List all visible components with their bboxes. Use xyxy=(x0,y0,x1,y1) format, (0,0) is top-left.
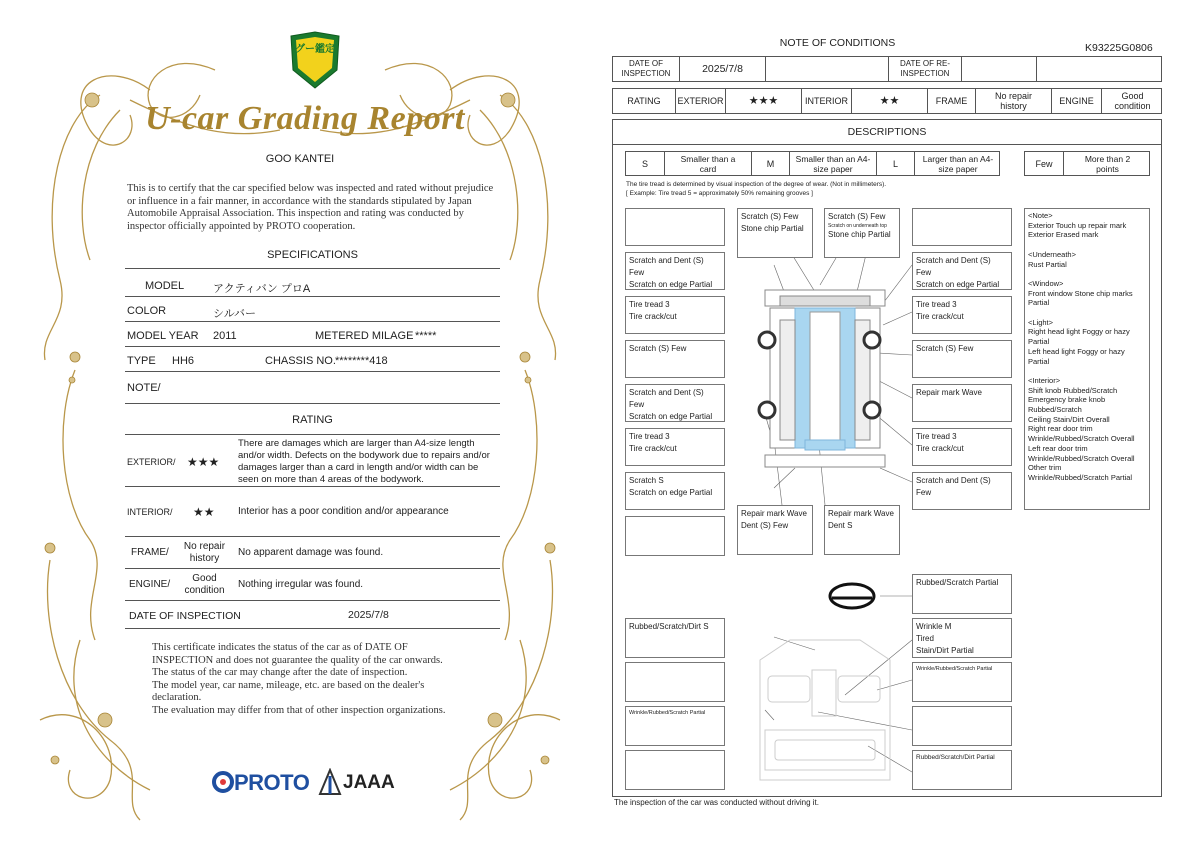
engine-value: Good condition xyxy=(1101,89,1163,113)
interior-stars: ★★ xyxy=(193,505,215,519)
exterior-label: EXTERIOR/ xyxy=(127,457,176,467)
date-value: 2025/7/8 xyxy=(679,57,765,81)
damage-box: Tire tread 3 Tire crack/cut xyxy=(912,296,1012,334)
frame-value: No repair history xyxy=(183,541,226,564)
engine-label: ENGINE/ xyxy=(129,579,171,590)
inspection-date-label: DATE OF INSPECTION xyxy=(129,610,241,622)
specs-heading: SPECIFICATIONS xyxy=(125,249,500,269)
interior-desc: Interior has a poor condition and/or appearance xyxy=(238,506,449,517)
rating-heading: RATING xyxy=(125,414,500,435)
rating-engine-row xyxy=(125,569,500,601)
color-value: シルバー xyxy=(213,308,256,320)
engine-value: Good condition xyxy=(184,573,225,596)
jaaa-logo: JAAA xyxy=(343,772,395,793)
conditions-title: NOTE OF CONDITIONS xyxy=(779,37,896,49)
damage-box: Scratch and Dent (S) Few Scratch on edge Partial xyxy=(912,252,1012,290)
engine-desc: Nothing irregular was found. xyxy=(238,579,364,590)
interior-stars: ★★ xyxy=(851,89,927,113)
note-label: NOTE/ xyxy=(127,382,161,394)
proto-logo-icon xyxy=(212,770,236,796)
damage-box: Scratch S Scratch on edge Partial xyxy=(625,472,725,510)
goo-kantei-badge xyxy=(287,30,343,92)
certificate-footer xyxy=(152,642,482,717)
exterior-label: EXTERIOR xyxy=(675,89,725,113)
rating-interior-row xyxy=(125,487,500,537)
damage-box-empty xyxy=(625,208,725,246)
descriptions-heading: DESCRIPTIONS xyxy=(612,119,1162,145)
footer-line: The status of the car may change after the date of inspection. xyxy=(152,667,408,678)
tread-note-line-1: The tire tread is determined by visual inspection of the degree of wear. (Not in millimeters). xyxy=(626,181,887,188)
date-label: DATE OF INSPECTION xyxy=(621,59,671,78)
damage-box-empty xyxy=(625,750,725,790)
reinspect-label: DATE OF RE-INSPECTION xyxy=(888,57,961,81)
condition-notes: <Note> Exterior Touch up repair mark Exterior Erased mark <Underneath> Rust Partial <Window> Front window Stone chip marks Partial <Light> Right head light Foggy or hazy Partial Left head light Foggy or hazy Partial <Interior> Shift knob Rubbed/Scratch Emergency brake knob Rubbed/Scratch Ceiling Stain/Dirt Overall Right rear door trim Wrinkle/Rubbed/Scratch Overall Left rear door trim Wrinkle/Rubbed/Scratch Overall Other trim Wrinkle/Rubbed/Scratch Partial xyxy=(1024,208,1150,510)
legend-m: M xyxy=(751,152,789,175)
damage-box-empty xyxy=(912,208,1012,246)
steering-wheel-icon xyxy=(830,584,874,608)
spec-note-row xyxy=(125,374,500,404)
spec-color-row xyxy=(125,297,500,322)
mileage-label: METERED MILAGE xyxy=(315,330,414,342)
note-of-conditions-page xyxy=(600,0,1200,848)
damage-box: Scratch (S) Few Stone chip Partial xyxy=(737,208,813,258)
damage-box: Repair mark Wave Dent S xyxy=(824,505,900,555)
damage-box: Scratch and Dent (S) Few Scratch on edge Partial xyxy=(625,384,725,422)
color-label: COLOR xyxy=(127,305,167,317)
interior-label: INTERIOR xyxy=(801,89,851,113)
legend-few: Few xyxy=(1035,158,1053,169)
footer-line: The evaluation may differ from that of other inspection organizations. xyxy=(152,704,446,716)
exterior-desc: There are damages which are larger than A4-size length and/or width. Defects on the bodywork due to repairs and/or damages larger than a card in length and/or width can be seen on more than 4 areas of the bodywork. xyxy=(238,438,490,485)
damage-box: Wrinkle M Tired Stain/Dirt Partial xyxy=(912,618,1012,658)
legend-s: S xyxy=(641,158,648,169)
damage-box: Rubbed/Scratch/Dirt Partial xyxy=(912,750,1012,790)
damage-box: Scratch and Dent (S) Few Scratch on edge Partial xyxy=(625,252,725,290)
type-value: HH6 xyxy=(172,355,195,367)
damage-box: Scratch and Dent (S) Few xyxy=(912,472,1012,510)
mileage-value: ***** xyxy=(415,330,437,342)
rating-exterior-row xyxy=(125,437,500,487)
badge-text: グー鑑定 xyxy=(295,44,335,55)
year-value: 2011 xyxy=(213,330,237,342)
footer-line: INSPECTION and does not guarantee the quality of the car onwards. xyxy=(152,654,443,666)
damage-box-empty xyxy=(912,706,1012,746)
jaaa-logo-icon xyxy=(318,768,342,796)
legend-few-desc: More than 2 points xyxy=(1063,152,1151,175)
year-label: MODEL YEAR xyxy=(127,330,199,342)
footer-line: declaration. xyxy=(152,692,202,703)
exterior-stars: ★★★ xyxy=(187,455,220,469)
chassis-label: CHASSIS NO. xyxy=(265,355,336,367)
chassis-value: ********418 xyxy=(335,355,388,367)
damage-box-line: Stone chip Partial xyxy=(828,230,891,239)
engine-label: ENGINE xyxy=(1051,89,1101,113)
inspection-date-value: 2025/7/8 xyxy=(348,609,389,621)
legend-l-desc: Larger than an A4-size paper xyxy=(914,152,1001,175)
report-title: U-car Grading Report xyxy=(145,100,465,137)
rating-date-row xyxy=(125,601,500,629)
damage-box-line: Scratch on underneath top xyxy=(828,223,887,229)
frame-label: FRAME/ xyxy=(131,547,169,558)
damage-box: Rubbed/Scratch Partial xyxy=(912,574,1012,614)
frame-desc: No apparent damage was found. xyxy=(238,547,384,558)
spec-model-row xyxy=(125,272,500,297)
damage-box: Scratch (S) Few xyxy=(625,340,725,378)
damage-box-empty xyxy=(625,516,725,556)
spec-type-row xyxy=(125,347,500,372)
damage-box: Wrinkle/Rubbed/Scratch Partial xyxy=(625,706,725,746)
damage-box-line: Scratch (S) Few xyxy=(828,212,886,221)
exterior-stars: ★★★ xyxy=(725,89,801,113)
type-label: TYPE xyxy=(127,355,156,367)
damage-box: Wrinkle/Rubbed/Scratch Partial xyxy=(912,662,1012,702)
frame-label: FRAME xyxy=(927,89,975,113)
legend-l: L xyxy=(876,152,914,175)
damage-box xyxy=(824,208,900,258)
footer-line: This certificate indicates the status of the car as of DATE OF xyxy=(152,642,408,653)
damage-box: Tire tread 3 Tire crack/cut xyxy=(625,428,725,466)
damage-box-empty xyxy=(625,662,725,702)
damage-box: Rubbed/Scratch/Dirt S xyxy=(625,618,725,658)
interior-label: INTERIOR/ xyxy=(127,507,173,517)
damage-box: Tire tread 3 Tire crack/cut xyxy=(625,296,725,334)
damage-box: Repair mark Wave Dent (S) Few xyxy=(737,505,813,555)
tread-note-line-2: [ Example: Tire tread 5 = approximately 50% remaining grooves ] xyxy=(626,190,813,197)
footer-line: The model year, car name, mileage, etc. are based on the dealer's xyxy=(152,679,425,691)
damage-box: Scratch (S) Few xyxy=(912,340,1012,378)
rating-label: RATING xyxy=(627,96,661,106)
model-label: MODEL xyxy=(145,280,185,292)
frame-value: No repair history xyxy=(975,89,1051,113)
legend-s-desc: Smaller than a card xyxy=(664,152,751,175)
model-value: アクティバン プロA xyxy=(213,283,311,295)
legend-m-desc: Smaller than an A4-size paper xyxy=(789,152,876,175)
certify-text: This is to certify that the car specified below was inspected and rated without prejudice or influence in a fair manner, in accordance with the standards stipulated by Japan Automobile Appraisal Association. This inspection and rating was conducted by inspector officially appointed by PROTO cooperation. xyxy=(127,183,494,232)
spec-year-row xyxy=(125,322,500,347)
reference-number: K93225G0806 xyxy=(1085,42,1153,54)
damage-box: Repair mark Wave xyxy=(912,384,1012,422)
rating-frame-row xyxy=(125,537,500,569)
proto-logo: PROTO xyxy=(234,770,310,795)
conditions-footer: The inspection of the car was conducted without driving it. xyxy=(614,798,819,807)
report-subtitle: GOO KANTEI xyxy=(265,153,335,165)
damage-box: Tire tread 3 Tire crack/cut xyxy=(912,428,1012,466)
